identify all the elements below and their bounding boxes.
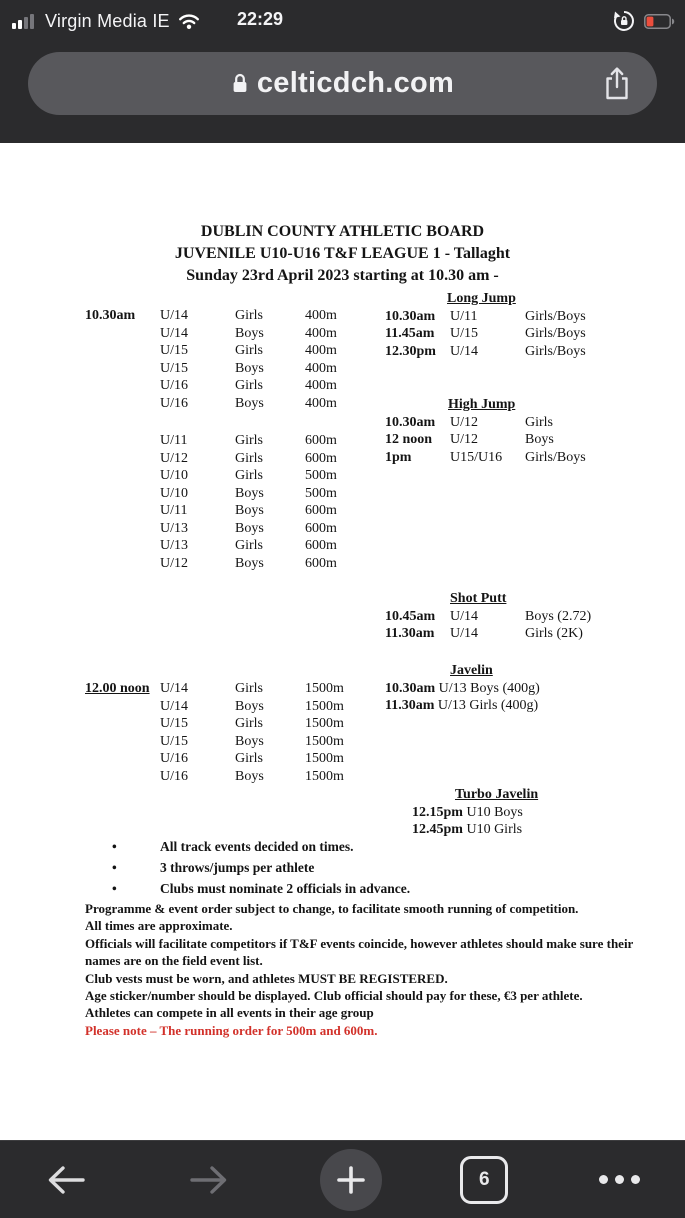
gender: Girls [525,414,553,430]
track-row [85,378,385,396]
gender: Boys [525,432,554,447]
gender: Girls (2K) [525,626,583,641]
web-page-content [0,143,685,1140]
age-group: U/13 [160,538,188,553]
note-line: Age sticker/number should be displayed. Club official should pay for these, €3 per athlete. [85,988,583,1004]
event-time: 11.45am [385,326,435,341]
track-row [85,361,385,379]
age-group: U/15 [160,343,188,358]
gender: Boys [235,503,264,518]
age-group: U/11 [450,308,478,324]
note-line: Programme & event order subject to change, to facilitate smooth running of competition. [85,901,579,916]
age-group: U/15 [160,716,188,731]
more-button[interactable] [587,1148,651,1212]
gender: Girls/Boys [525,308,586,324]
track-row [85,681,385,699]
gender: Girls [235,308,263,323]
event-time: 10.45am [385,608,436,624]
age-group: U/15 [450,326,478,341]
event-detail: U/13 Girls (400g) [437,698,539,713]
event-time: 10.30am [385,680,436,696]
age-group: U/16 [160,768,188,784]
field-section-shot-putt [385,591,665,644]
wifi-icon [177,12,201,30]
field-section-turbo-javelin [385,787,665,840]
field-row [412,822,665,840]
distance: 600m [305,433,337,448]
gender: Boys [235,395,264,411]
distance: 600m [305,520,337,536]
age-group: U/14 [160,698,188,714]
track-row [85,556,385,574]
distance: 400m [305,325,337,341]
gender: Girls [235,378,263,393]
age-group: U/11 [160,433,188,448]
section-title: Long Jump [447,291,516,306]
carrier-group [12,6,201,36]
distance: 1500m [305,716,344,731]
status-bar [0,6,685,36]
distance: 600m [305,538,337,553]
ellipsis-icon [599,1175,640,1184]
url-center [231,67,454,100]
tabs-button[interactable] [460,1156,508,1204]
distance: 1500m [305,698,344,714]
gender: Boys [235,485,264,501]
age-group: U/14 [160,681,188,696]
https-lock-icon [231,72,249,95]
bullet-text: All track events decided on times. [160,839,354,854]
field-row [412,805,665,823]
share-icon [602,65,632,103]
distance: 500m [305,468,337,483]
field-row [385,415,665,433]
event-time: 10.30am [385,414,436,430]
track-row [85,468,385,486]
field-section-high-jump [385,397,665,467]
age-group: U/15 [160,733,188,749]
track-row [85,538,385,556]
gender: Boys [235,555,264,571]
track-block-1500m [85,681,385,786]
gender: Boys [235,325,264,341]
track-row [85,716,385,734]
orientation-lock-icon [612,9,636,33]
age-group: U/10 [160,468,188,483]
gender: Girls [235,343,263,358]
doc-title-line3: Sunday 23rd April 2023 starting at 10.30 am - [186,267,499,284]
battery-icon [644,14,675,29]
field-row [385,344,665,362]
field-row [385,681,665,699]
track-row [85,751,385,769]
field-row [385,326,665,344]
note-line: All times are approximate. [85,918,233,934]
distance: 500m [305,485,337,501]
document-titles [0,221,685,287]
track-row [85,396,385,414]
track-row [85,521,385,539]
gender: Boys (2.72) [525,608,592,624]
event-time: 12.45pm [412,822,463,837]
distance: 600m [305,450,337,466]
doc-title-line1: DUBLIN COUNTY ATHLETIC BOARD [200,223,485,240]
browser-toolbar [0,1140,685,1218]
event-time: 12.00 noon [85,681,150,696]
status-right-group [612,8,675,34]
bullet-text: Clubs must nominate 2 officials in advance. [160,881,411,896]
age-group: U/16 [160,751,188,766]
age-group: U/15 [160,360,188,376]
track-row [85,451,385,469]
track-block-400m [85,308,385,413]
status-time: 22:29 [237,9,284,29]
gender: Boys [235,360,264,376]
track-row [85,503,385,521]
gender: Girls [235,450,263,466]
gender: Girls [235,468,263,483]
gender: Girls/Boys [525,449,586,465]
bullet-text: 3 throws/jumps per athlete [160,860,315,875]
track-row [85,343,385,361]
age-group: U15/U16 [450,449,503,465]
field-row [385,626,665,644]
browser-chrome-top [0,0,685,143]
tab-count: 6 [478,1168,490,1190]
distance: 400m [305,360,337,376]
event-time: 12.30pm [385,343,436,359]
track-row [85,734,385,752]
section-title: Javelin [450,663,493,678]
track-row [85,699,385,717]
note-line: Athletes can compete in all events in their age group [85,1005,374,1021]
event-time: 1pm [385,449,412,465]
age-group: U/14 [450,343,478,359]
age-group: U/12 [160,555,188,571]
section-title: High Jump [448,397,516,412]
section-title: Shot Putt [450,591,507,606]
distance: 400m [305,343,337,358]
distance: 1500m [305,681,344,696]
field-row [385,432,665,450]
section-title: Turbo Javelin [455,787,539,802]
event-time: 10.30am [385,308,436,324]
forward-button[interactable] [177,1148,241,1212]
age-group: U/10 [160,485,188,501]
field-row [385,450,665,468]
note-line: Club vests must be worn, and athletes MUST BE REGISTERED. [85,970,448,986]
back-arrow-icon [45,1163,87,1197]
gender: Girls/Boys [525,343,586,359]
event-time: 11.30am [385,626,435,641]
event-time: 10.30am [85,308,136,323]
notes-block [85,900,657,1039]
field-row [385,698,665,716]
note-line: Officials will facilitate competitors if T&F events coincide, however athletes should make sure their names are on the field event list. [85,935,634,969]
gender: Boys [235,520,264,536]
distance: 600m [305,503,337,518]
share-button[interactable] [597,64,637,104]
field-row [385,609,665,627]
distance: 600m [305,555,337,571]
track-block-600m [85,433,385,573]
gender: Girls [235,716,263,731]
gender: Girls [235,681,263,696]
age-group: U/11 [160,503,188,518]
distance: 1500m [305,751,344,766]
age-group: U/12 [160,450,188,466]
distance: 400m [305,308,337,323]
event-time: 12 noon [385,432,433,447]
cell-signal-icon [12,13,38,29]
url-domain: celticdch.com [256,67,455,99]
age-group: U/14 [450,626,478,641]
age-group: U/14 [160,325,188,341]
distance: 400m [305,395,337,411]
age-group: U/12 [450,432,478,447]
distance: 1500m [305,768,344,784]
event-time: 12.15pm [412,804,463,820]
forward-arrow-icon [188,1163,230,1197]
age-group: U/16 [160,378,188,393]
track-row [85,433,385,451]
age-group: U/16 [160,395,188,411]
event-detail: U10 Girls [466,822,523,837]
note-red: Please note – The running order for 500m and 600m. [85,1022,378,1038]
event-detail: U10 Boys [466,804,523,820]
age-group: U/12 [450,414,478,430]
age-group: U/14 [450,608,478,624]
gender: Girls [235,538,263,553]
age-group: U/13 [160,520,188,536]
gender: Boys [235,698,264,714]
distance: 1500m [305,733,344,749]
carrier-label: Virgin Media IE [45,10,170,31]
track-row [85,326,385,344]
age-group: U/14 [160,308,188,323]
field-section-javelin [385,663,665,716]
gender: Girls [235,751,263,766]
track-row [85,769,385,787]
distance: 400m [305,378,337,393]
doc-title-line2: JUVENILE U10-U16 T&F LEAGUE 1 - Tallaght [174,245,511,262]
field-row [385,309,665,327]
gender: Boys [235,768,264,784]
new-tab-button[interactable] [320,1149,382,1211]
plus-icon [336,1165,366,1195]
url-bar[interactable] [28,52,657,115]
back-button[interactable] [34,1148,98,1212]
field-section-long-jump [385,291,665,361]
track-row [85,486,385,504]
gender: Boys [235,733,264,749]
event-detail: U/13 Boys (400g) [438,680,540,696]
track-row [85,308,385,326]
gender: Girls [235,433,263,448]
gender: Girls/Boys [525,326,586,341]
event-time: 11.30am [385,698,435,713]
